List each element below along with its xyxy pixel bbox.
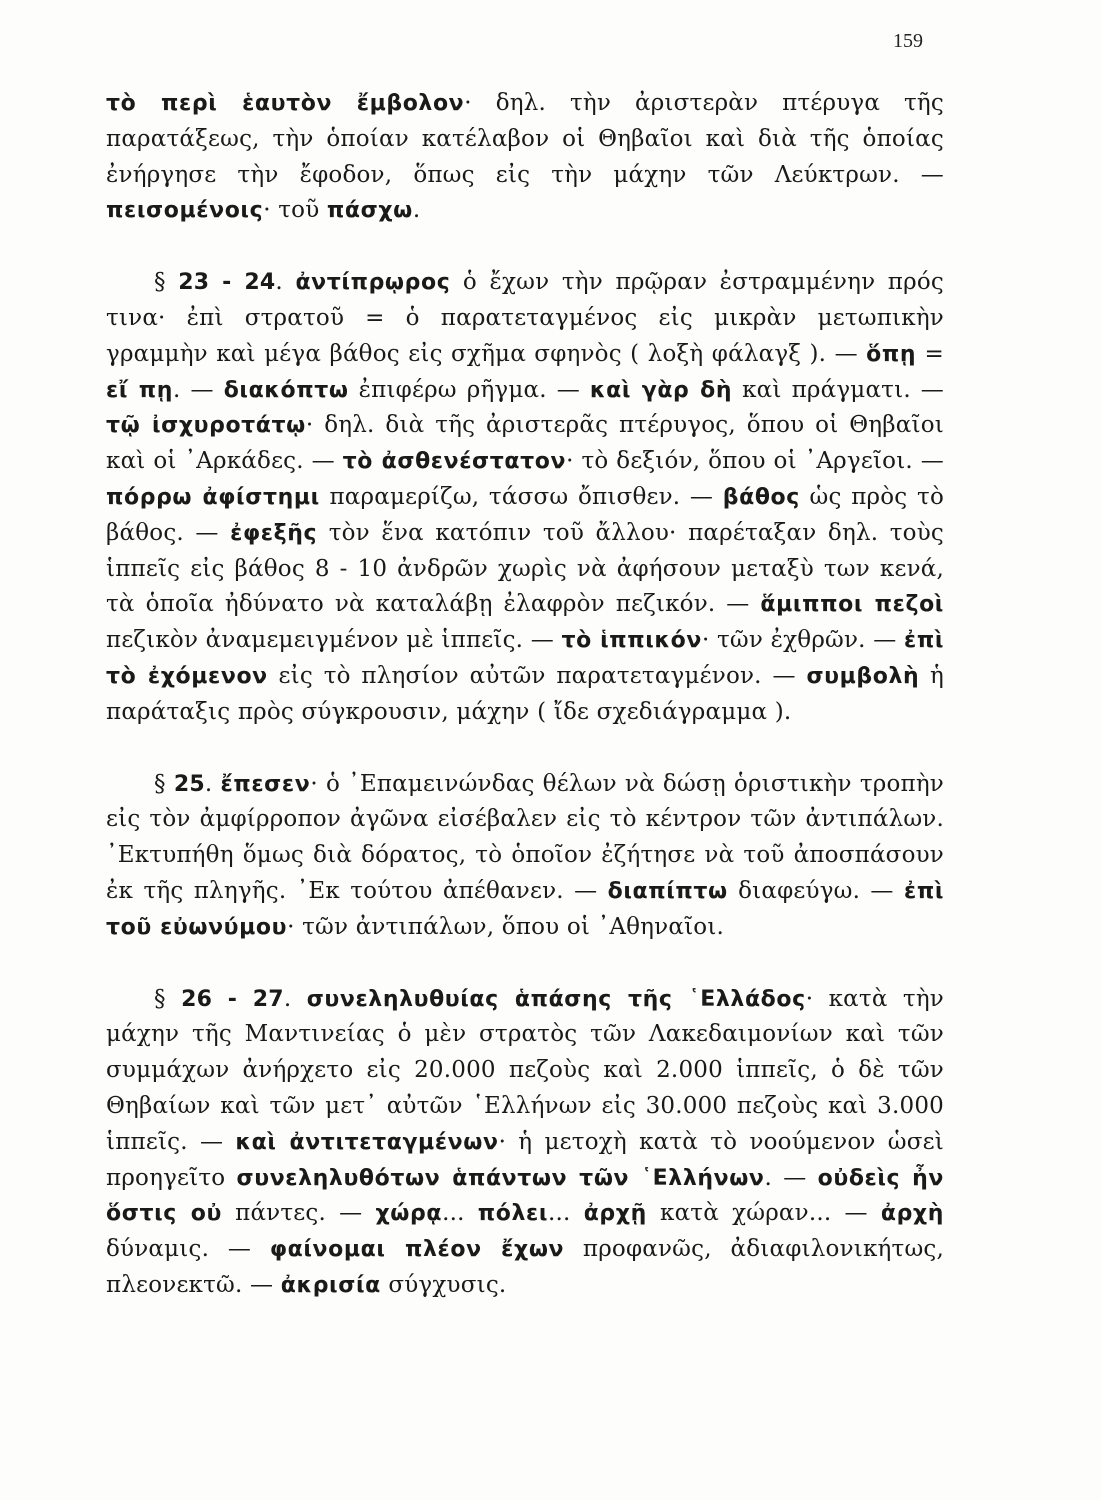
commentary-text-run: κατὰ χώραν... — [646,1200,881,1227]
lemma-term: ἀντίπρῳρος [295,270,451,296]
commentary-text-run: πεζικὸν ἀναμεμειγμένον μὲ ἱππεῖς. — [106,627,562,654]
lemma-term: πόλει [477,1201,549,1227]
commentary-text-run: § [154,985,182,1012]
section-number: 26 - 27 [181,986,284,1012]
commentary-text-run: . [204,770,221,797]
page-number: 159 [893,30,923,52]
commentary-text-run: . [275,269,296,296]
lemma-term: βάθος [722,484,800,510]
lemma-term: καὶ ἀντιτεταγμένων [235,1129,499,1155]
lemma-term: συνεληλυθότων ἁπάντων τῶν ῾Ελλήνων [236,1165,765,1191]
commentary-text-run: § [154,269,179,296]
lemma-term: ἅμιπποι πεζοὶ [760,592,944,618]
paragraph-section-23-24 [106,265,944,730]
lemma-term: τὸ ἱππικόν [561,628,702,654]
lemma-term: ἐπὶ τοῦ εὐωνύμου [106,878,944,940]
commentary-text-run: σύγχυσις. [380,1271,507,1298]
commentary-text-run: ἐπιφέρω ρῆγμα. — [348,376,590,403]
lemma-term: καὶ γὰρ δὴ [589,377,733,403]
commentary-text-run: = [916,340,944,367]
section-number: 25 [173,771,205,797]
commentary-text-run: · ὁ ᾿Επαμεινώνδας θέλων νὰ δώσῃ ὁριστικὴν τροπὴν εἰς τὸν ἀμφίρροπον ἀγῶνα εἰσέβαλεν εἰς τὸ κέντρον τῶν ἀντιπάλων. ᾿Εκτυπήθη ὅμως διὰ δόρατος, τὸ ὁποῖον ἐζήτησε νὰ τοῦ ἀποσπάσουν ἐκ τῆς πληγῆς. ᾿Εκ τούτου ἀπέθανεν. — [106,770,944,904]
commentary-text-run: · τῶν ἀντιπάλων, ὅπου οἱ ᾿Αθηναῖοι. [287,913,725,940]
lemma-term: συνεληλυθυίας ἁπάσης τῆς ῾Ελλάδος [306,986,806,1012]
paragraph-continuation [106,86,944,229]
commentary-text-run: · ἡ μετοχὴ κατὰ τὸ νοούμενον ὡσεὶ προηγεῖτο [106,1128,944,1191]
lemma-term: φαίνομαι πλέον ἔχων [269,1237,565,1263]
commentary-text-run: ὁ ἔχων τὴν πρῷραν ἐστραμμένην πρός τινα· ἐπὶ στρατοῦ = ὁ παρατεταγμένος εἰς μικρὰν μετωπικὴν γραμμὴν καὶ μέγα βάθος εἰς σχῆμα σφηνὸς ( λοξὴ φάλαγξ ). — [106,269,944,367]
lemma-term: οὐδεὶς ἦν ὅστις οὐ [106,1165,945,1227]
section-number: 23 - 24 [178,270,276,296]
lemma-term: ἐφεξῆς [230,520,318,546]
lemma-term: χώρᾳ [375,1201,443,1227]
commentary-text-run: · τοῦ [263,197,327,224]
commentary-text-run: . — [764,1164,818,1191]
lemma-term: ἐπὶ τὸ ἐχόμενον [106,628,944,689]
commentary-text-run: ἡ παράταξις πρὸς σύγκρουσιν, μάχην ( ἴδε σχεδιάγραμμα ). [106,662,945,725]
commentary-text-run: δύναμις. — [106,1236,270,1263]
commentary-text-run: εἰς τὸ πλησίον αὐτῶν παρατεταγμένον. — [267,662,807,689]
lemma-term: ἔπεσεν [220,771,311,797]
commentary-text-run: διαφεύγω. — [727,877,904,904]
commentary-text-run: ... [442,1200,478,1227]
commentary-text-run: πάντες. — [221,1200,376,1227]
lemma-term: ὅπῃ [866,341,917,367]
lemma-term: πόρρω ἀφίστημι [106,484,320,510]
commentary-text-run: παραμερίζω, τάσσω ὄπισθεν. — [319,483,723,510]
commentary-text-run: τὸν ἕνα κατόπιν τοῦ ἄλλου· παρέταξαν δηλ. τοὺς ἱππεῖς εἰς βάθος 8 - 10 ἀνδρῶν χωρὶς νὰ ἀφήσουν μεταξὺ των κενά, τὰ ὁποῖα ἠδύνατο νὰ καταλάβῃ ἐλαφρὸν πεζικόν. — [106,519,944,618]
commentary-text-run: · τὸ δεξιόν, ὅπου οἱ ᾿Αργεῖοι. — [566,448,944,475]
lemma-term: διακόπτω [223,377,349,403]
commentary-text-run: · δηλ. τὴν ἀριστερὰν πτέρυγα τῆς παρατάξεως, τὴν ὁποίαν κατέλαβον οἱ Θηβαῖοι καὶ διὰ τῆς ὁποίας ἐνήργησε τὴν ἔφοδον, ὅπως εἰς τὴν μάχην τῶν Λεύκτρων. — [106,90,944,188]
commentary-text-run: § [154,770,174,797]
commentary-text [106,86,944,1340]
lemma-term: εἴ πῃ [106,377,174,403]
lemma-term: ἀρχῇ [583,1201,647,1227]
commentary-text-run: · δηλ. διὰ τῆς ἀριστερᾶς πτέρυγος, ὅπου οἱ Θηβαῖοι καὶ οἱ ᾿Αρκάδες. — [106,412,944,475]
paragraph-section-25 [106,767,944,946]
commentary-text-run: ὡς πρὸς τὸ βάθος. — [106,483,944,546]
commentary-text-run: ... [548,1200,584,1227]
commentary-text-run: καὶ πράγματι. — [732,376,945,403]
lemma-term: διαπίπτω [607,878,728,904]
commentary-text-run: . — [173,376,224,403]
lemma-term: τῷ ἰσχυροτάτῳ [106,413,306,439]
lemma-term: πεισομένοις [106,198,264,224]
lemma-term: τὸ ἀσθενέστατον [342,449,567,475]
commentary-text-run: προφανῶς, ἀδιαφιλονικήτως, πλεονεκτῶ. — [106,1236,944,1298]
commentary-text-run: · τῶν ἐχθρῶν. — [701,627,904,654]
lemma-term: ἀκρισία [280,1272,381,1298]
commentary-text-run: . [412,197,421,224]
lemma-term: τὸ περὶ ἑαυτὸν ἔμβολον [106,91,465,116]
lemma-term: ἀρχὴ [880,1201,944,1227]
paragraph-section-26-27 [106,982,944,1304]
lemma-term: πάσχω [326,198,413,224]
commentary-text-run: . [283,985,307,1012]
lemma-term: συμβολὴ [806,663,920,689]
commentary-text-run: · κατὰ τὴν μάχην τῆς Μαντινείας ὁ μὲν στρατὸς τῶν Λακεδαιμονίων καὶ τῶν συμμάχων ἀνήρχετο εἰς 20.000 πεζοὺς καὶ 2.000 ἱππεῖς, ὁ δὲ τῶν Θηβαίων καὶ τῶν μετ᾿ αὐτῶν ῾Ελλήνων εἰς 30.000 πεζοὺς καὶ 3.000 ἱππεῖς. — [106,985,944,1155]
